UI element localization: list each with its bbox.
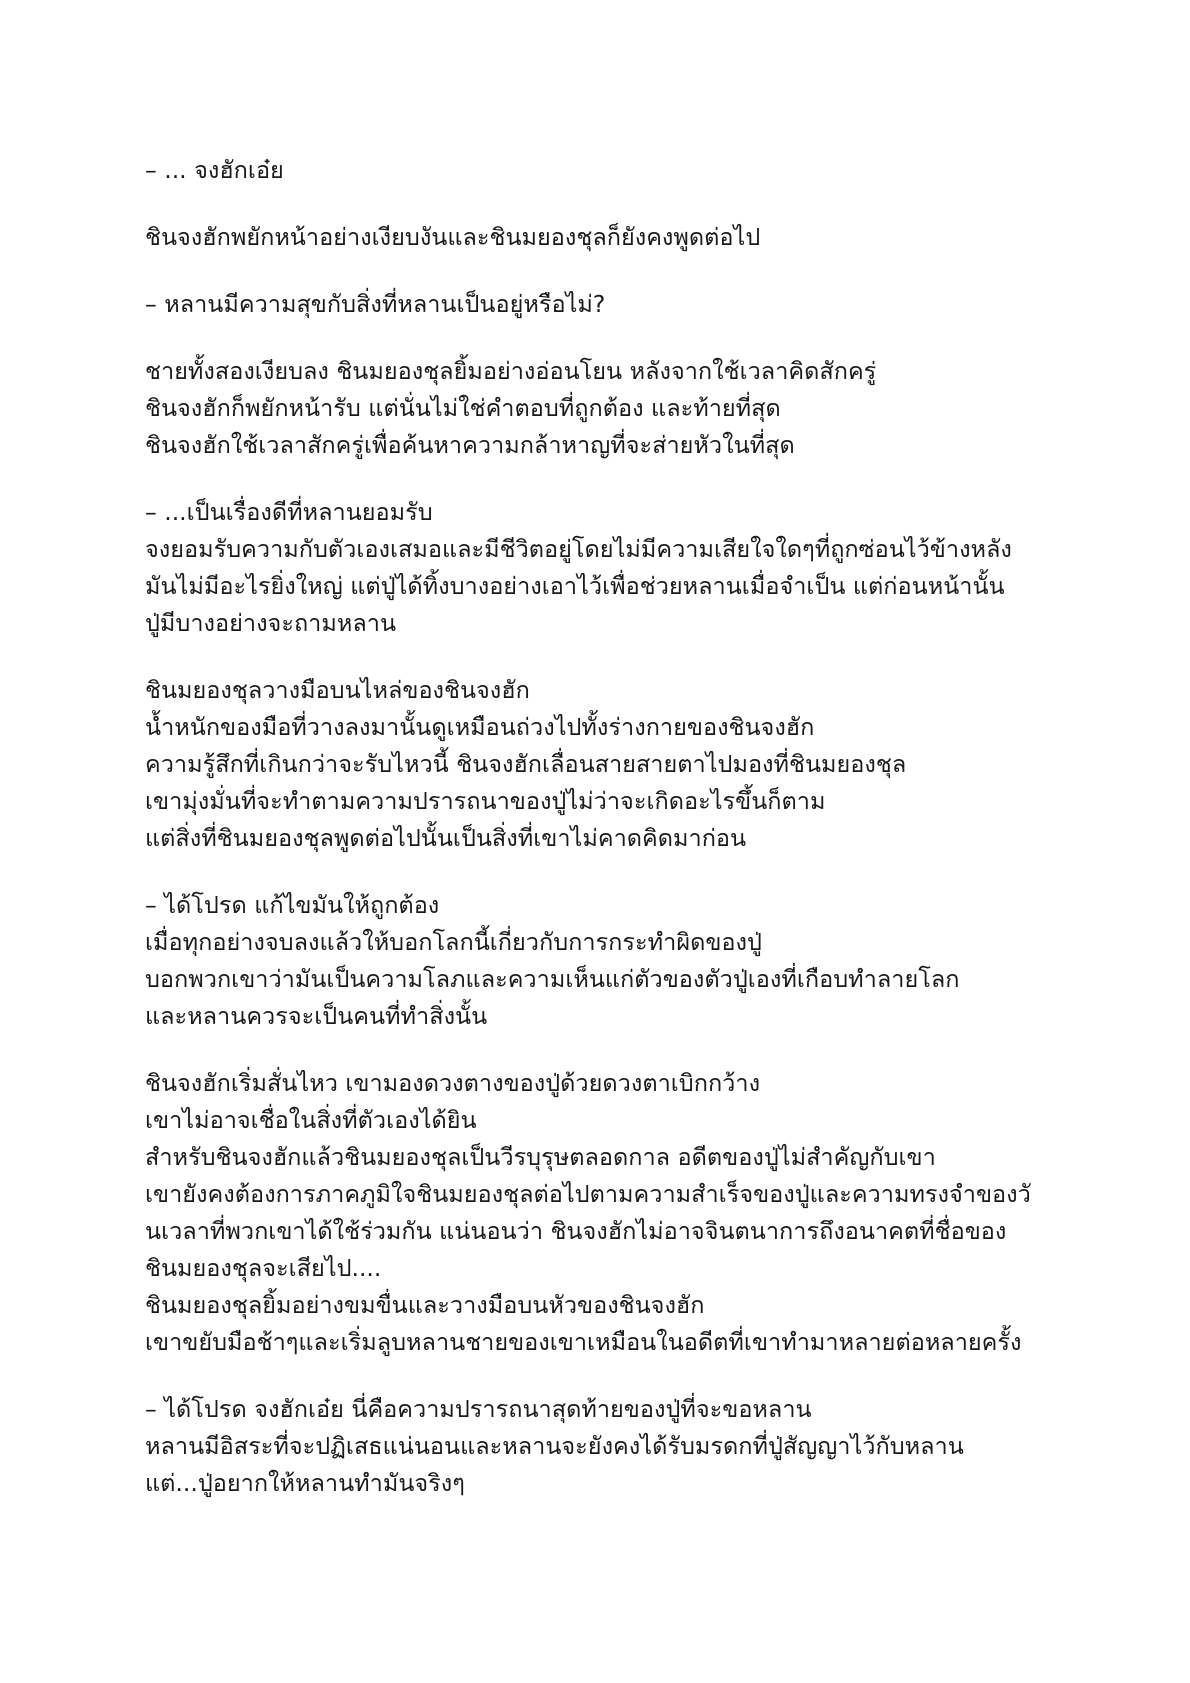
text-line: ชินมยองชุลวางมือบนไหล่ของชินจงฮัก <box>145 676 530 704</box>
text-line: ชินมยองชุลจะเสียไป.... <box>145 1254 382 1282</box>
paragraph-4 <box>145 353 1045 464</box>
text-line: เขาขยับมือช้าๆและเริ่มลูบหลานชายของเขาเหมือนในอดีตที่เขาทำมาหลายต่อหลายครั้ง <box>145 1328 1022 1356</box>
text-line: ชินจงฮักก็พยักหน้ารับ แต่นั่นไม่ใช่คำตอบที่ถูกต้อง และท้ายที่สุด <box>145 394 781 422</box>
text-line: แต่...ปู่อยากให้หลานทำมันจริงๆ <box>145 1469 465 1497</box>
text-line: ความรู้สึกที่เกินกว่าจะรับไหวนี้ ชินจงฮักเลื่อนสายสายตาไปมองที่ชินมยองชุล <box>145 750 907 778</box>
text-line: นเวลาที่พวกเขาได้ใช้ร่วมกัน แน่นอนว่า ชินจงฮักไม่อาจจินตนาการถึงอนาคตที่ชื่อของ <box>145 1217 1007 1245</box>
text-line: – หลานมีความสุขกับสิ่งที่หลานเป็นอยู่หรือไม่? <box>145 290 606 318</box>
paragraph-6 <box>145 672 1045 857</box>
paragraph-8 <box>145 1065 1045 1361</box>
text-line: บอกพวกเขาว่ามันเป็นความโลภและความเห็นแก่ตัวของตัวปู่เองที่เกือบทำลายโลก <box>145 965 960 993</box>
paragraph-3 <box>145 286 1045 323</box>
text-line: สำหรับชินจงฮักแล้วชินมยองชุลเป็นวีรบุรุษตลอดกาล อดีตของปู่ไม่สำคัญกับเขา <box>145 1143 936 1171</box>
text-line: แต่สิ่งที่ชินมยองชุลพูดต่อไปนั้นเป็นสิ่งที่เขาไม่คาดคิดมาก่อน <box>145 824 747 852</box>
text-line: ชินจงฮักใช้เวลาสักครู่เพื่อค้นหาความกล้าหาญที่จะส่ายหัวในที่สุด <box>145 431 795 459</box>
text-line: หลานมีอิสระที่จะปฏิเสธแน่นอนและหลานจะยังคงได้รับมรดกที่ปู่สัญญาไว้กับหลาน <box>145 1432 964 1460</box>
paragraph-1 <box>145 152 1045 189</box>
text-line: – ... จงฮักเอ๋ย <box>145 156 284 184</box>
document-body <box>145 152 1045 1532</box>
text-line: จงยอมรับความกับตัวเองเสมอและมีชีวิตอยู่โดยไม่มีความเสียใจใดๆที่ถูกซ่อนไว้ข้างหลัง <box>145 535 1012 563</box>
text-line: ชินจงฮักพยักหน้าอย่างเงียบงันและชินมยองชุลก็ยังคงพูดต่อไป <box>145 223 761 251</box>
text-line: น้ำหนักของมือที่วางลงมานั้นดูเหมือนถ่วงไปทั้งร่างกายของชินจงฮัก <box>145 713 815 741</box>
text-line: – ได้โปรด จงฮักเอ๋ย นี่คือความปรารถนาสุดท้ายของปู่ที่จะขอหลาน <box>145 1395 812 1423</box>
text-line: เมื่อทุกอย่างจบลงแล้วให้บอกโลกนี้เกี่ยวกับการกระทำผิดของปู่ <box>145 928 762 956</box>
paragraph-7 <box>145 887 1045 1035</box>
text-line: – ได้โปรด แก้ไขมันให้ถูกต้อง <box>145 891 440 919</box>
text-line: และหลานควรจะเป็นคนที่ทำสิ่งนั้น <box>145 1002 488 1030</box>
text-line: ปู่มีบางอย่างจะถามหลาน <box>145 609 397 637</box>
text-line: ชินมยองชุลยิ้มอย่างขมขื่นและวางมือบนหัวของชินจงฮัก <box>145 1291 705 1319</box>
text-line: ชายทั้งสองเงียบลง ชินมยองชุลยิ้มอย่างอ่อนโยน หลังจากใช้เวลาคิดสักครู่ <box>145 357 877 385</box>
paragraph-9 <box>145 1391 1045 1502</box>
text-line: มันไม่มีอะไรยิ่งใหญ่ แต่ปู่ได้ทิ้งบางอย่างเอาไว้เพื่อช่วยหลานเมื่อจำเป็น แต่ก่อนหน้านั้น <box>145 572 1005 600</box>
paragraph-2 <box>145 219 1045 256</box>
text-line: ชินจงฮักเริ่มสั่นไหว เขามองดวงตางของปู่ด้วยดวงตาเบิกกว้าง <box>145 1069 761 1097</box>
text-line: เขายังคงต้องการภาคภูมิใจชินมยองชุลต่อไปตามความสำเร็จของปู่และความทรงจำของวั <box>145 1180 1031 1208</box>
text-line: เขามุ่งมั่นที่จะทำตามความปรารถนาของปู่ไม่ว่าจะเกิดอะไรขึ้นก็ตาม <box>145 787 826 815</box>
paragraph-5 <box>145 494 1045 642</box>
text-line: – ...เป็นเรื่องดีที่หลานยอมรับ <box>145 498 433 526</box>
text-line: เขาไม่อาจเชื่อในสิ่งที่ตัวเองได้ยิน <box>145 1106 477 1134</box>
